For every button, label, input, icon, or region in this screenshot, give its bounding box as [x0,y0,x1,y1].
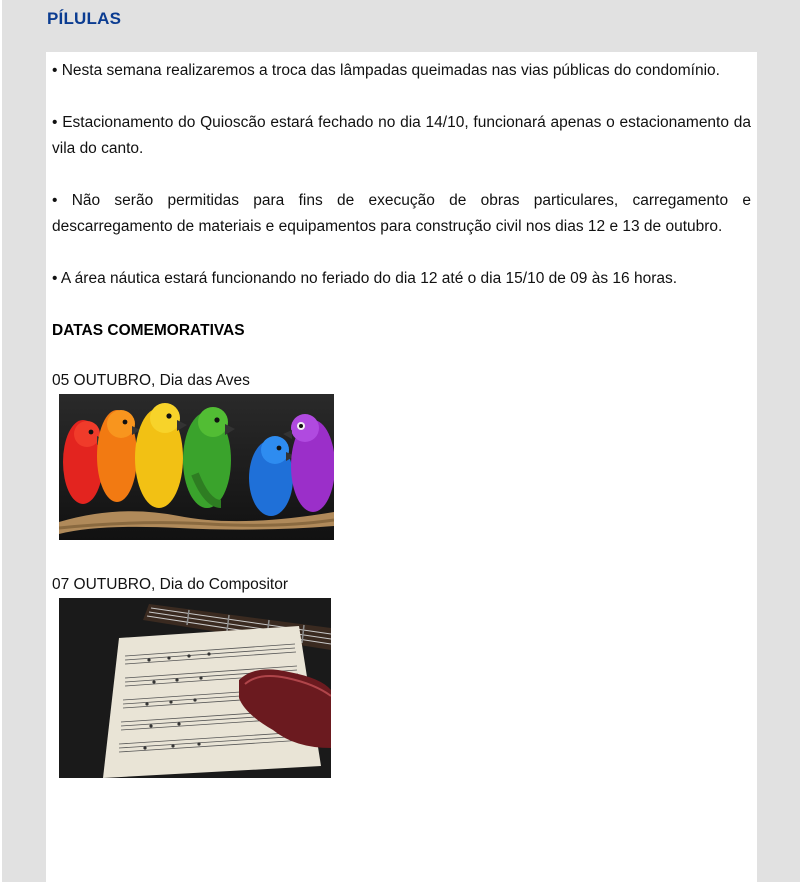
commemorative-dates-title: DATAS COMEMORATIVAS [52,322,245,339]
notice-3: • Não serão permitidas para fins de execução de obras particulares, carregamento e descarregamento de materiais e equipamentos para construção civil nos dias 12 e 13 de outubro. [52,192,751,235]
section-heading: PÍLULAS [47,9,122,28]
sheet-music-guitar-photo [59,598,331,778]
content-box [46,52,757,882]
date-label-birds: 05 OUTUBRO, Dia das Aves [52,372,250,389]
parrots-photo [59,394,334,540]
notice-1: • Nesta semana realizaremos a troca das lâmpadas queimadas nas vias públicas do condomínio. [52,62,720,79]
content-inner [52,58,751,778]
spacer [52,540,751,572]
notice-4: • A área náutica estará funcionando no feriado do dia 12 até o dia 15/10 de 09 às 16 horas. [52,270,678,287]
date-label-composer: 07 OUTUBRO, Dia do Compositor [52,576,289,593]
notice-2: • Estacionamento do Quioscão estará fechado no dia 14/10, funcionará apenas o estacionamento da vila do canto. [52,114,751,157]
